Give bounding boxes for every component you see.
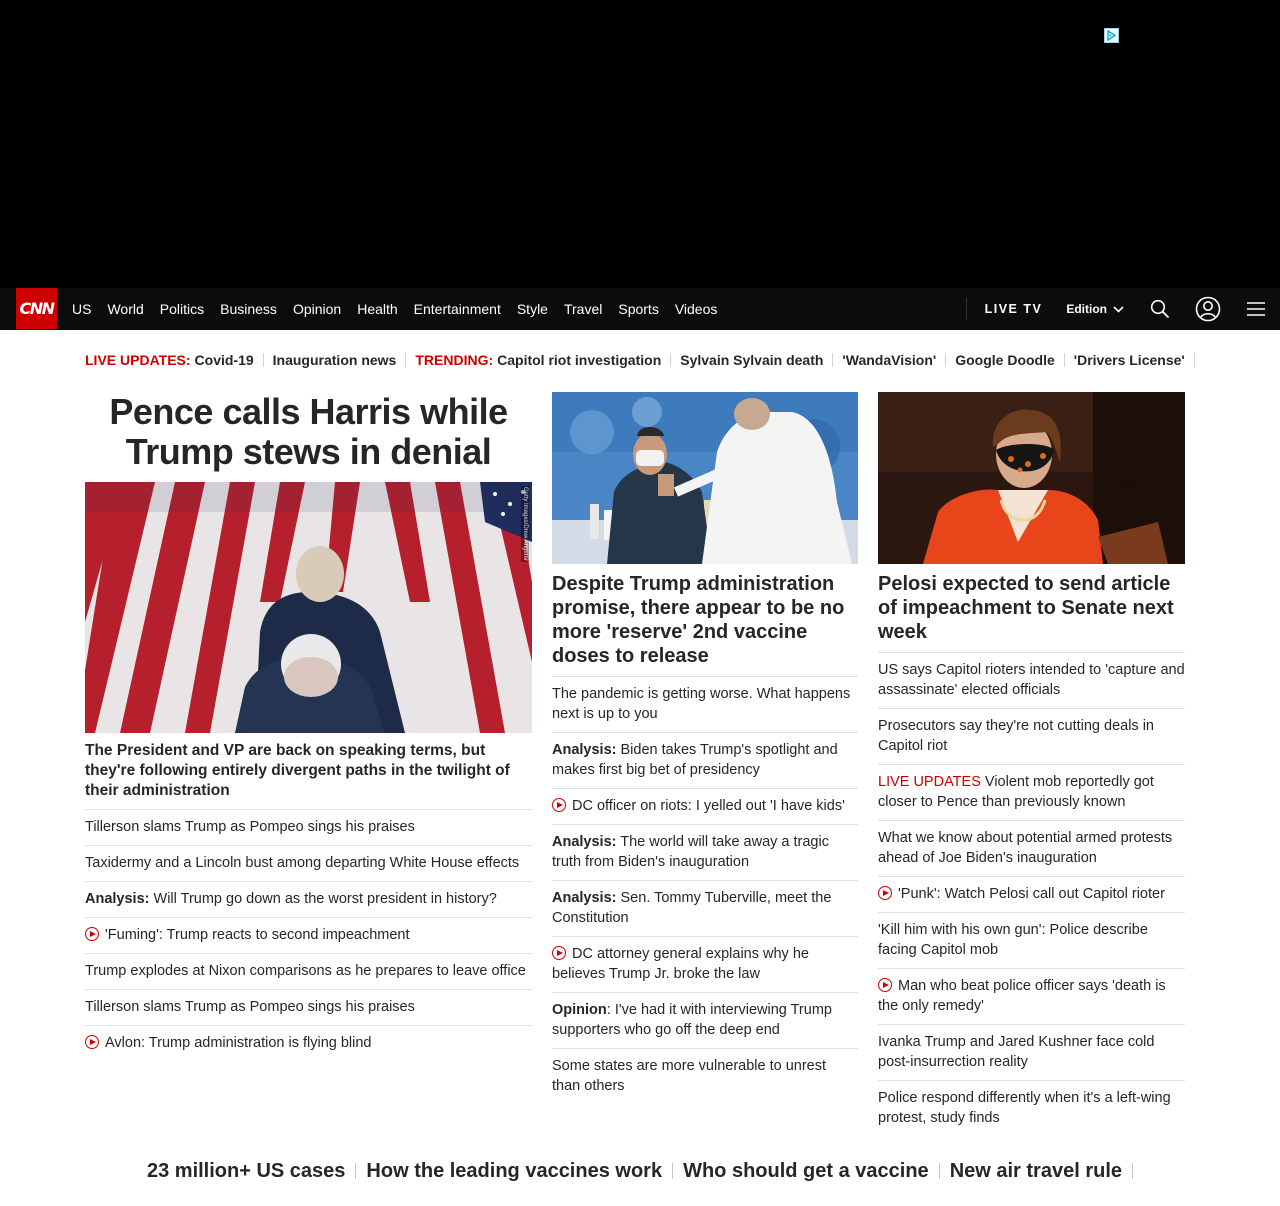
video-play-icon [85, 1035, 99, 1049]
chevron-down-icon [1113, 306, 1124, 313]
story-link[interactable] [552, 881, 858, 937]
edition-label: Edition [1066, 302, 1107, 316]
topic-link[interactable]: Who should get a vaccine [673, 1163, 940, 1179]
nav-right [966, 288, 1280, 330]
nav-link-health[interactable]: Health [357, 301, 398, 317]
story-link[interactable] [85, 810, 532, 846]
nav-link-opinion[interactable]: Opinion [292, 301, 342, 317]
trend-item[interactable]: Google Doodle [946, 353, 1065, 367]
lead-story-summary[interactable]: The President and VP are back on speaking terms, but they're following entirely divergent paths in the twilight of their administration [85, 733, 532, 810]
story-text: : I've had it with interviewing Trump supporters who go off the deep end [552, 1002, 832, 1038]
edition-dropdown[interactable] [1060, 302, 1136, 316]
column-vaccine [552, 392, 858, 1104]
story-link[interactable] [85, 990, 532, 1026]
story-link[interactable] [552, 733, 858, 789]
story-link[interactable] [878, 653, 1185, 709]
column-lead [85, 392, 532, 1061]
story-text: Avlon: Trump administration is flying blind [105, 1035, 372, 1051]
vaccine-photo[interactable] [552, 392, 858, 564]
topic-link[interactable]: 23 million+ US cases [147, 1163, 356, 1179]
trend-capitol-riot[interactable] [406, 353, 671, 367]
topic-link[interactable]: How the leading vaccines work [356, 1163, 673, 1179]
pelosi-photo[interactable] [878, 392, 1185, 564]
nav-link-world[interactable]: World [107, 301, 144, 317]
search-icon[interactable] [1136, 288, 1184, 330]
story-text: Biden takes Trump's spotlight and makes first big bet of presidency [552, 742, 838, 778]
story-list [878, 653, 1185, 1136]
trend-live-covid[interactable] [85, 353, 264, 367]
story-text: Sen. Tommy Tuberville, meet the Constitution [552, 890, 832, 926]
trend-item[interactable]: 'WandaVision' [833, 353, 946, 367]
story-text: 'Punk': Watch Pelosi call out Capitol rioter [898, 886, 1165, 902]
story-prefix: Opinion [552, 1002, 607, 1018]
story-link[interactable] [878, 913, 1185, 969]
nav-link-politics[interactable]: Politics [159, 301, 205, 317]
cnn-logo[interactable]: CNN [16, 288, 57, 329]
story-link[interactable] [878, 821, 1185, 877]
story-prefix: Analysis: [552, 742, 617, 758]
story-link[interactable] [85, 954, 532, 990]
story-link[interactable] [878, 877, 1185, 913]
story-text: Tillerson slams Trump as Pompeo sings his praises [85, 819, 415, 835]
top-nav [0, 288, 1280, 330]
video-play-icon [878, 886, 892, 900]
photo-credit: Getty Images/Drew Angerer [522, 487, 528, 562]
trend-item[interactable]: 'Drivers License' [1065, 353, 1195, 367]
live-updates-label: LIVE UPDATES: [85, 352, 191, 368]
impeachment-headline[interactable]: Pelosi expected to send article of impeachment to Senate next week [878, 564, 1185, 653]
lead-photo[interactable] [85, 482, 532, 733]
column-impeachment [878, 392, 1185, 1136]
trend-topic: Capitol riot investigation [497, 352, 662, 368]
live-tv-link[interactable]: LIVE TV [966, 298, 1061, 320]
story-link[interactable] [85, 918, 532, 954]
nav-link-business[interactable]: Business [220, 301, 277, 317]
video-play-icon [85, 927, 99, 941]
story-text: Man who beat police officer says 'death is the only remedy' [878, 978, 1166, 1014]
topic-link[interactable]: New air travel rule [940, 1163, 1133, 1179]
story-text: US says Capitol rioters intended to 'capture and assassinate' elected officials [878, 662, 1185, 698]
story-link[interactable] [85, 1026, 532, 1061]
story-link[interactable] [552, 789, 858, 825]
story-text: 'Fuming': Trump reacts to second impeachment [105, 927, 410, 943]
story-link[interactable] [552, 825, 858, 881]
account-icon[interactable] [1184, 288, 1232, 330]
nav-link-videos[interactable]: Videos [674, 301, 718, 317]
story-text: Prosecutors say they're not cutting deals in Capitol riot [878, 718, 1154, 754]
story-text: Police respond differently when it's a left-wing protest, study finds [878, 1090, 1171, 1126]
story-link[interactable] [552, 993, 858, 1049]
story-text: Will Trump go down as the worst president in history? [149, 891, 497, 907]
trending-label: TRENDING: [415, 352, 494, 368]
ad-banner[interactable] [0, 0, 1280, 288]
nav-link-entertainment[interactable]: Entertainment [413, 301, 501, 317]
story-list [85, 810, 532, 1061]
story-link[interactable] [552, 677, 858, 733]
story-text: DC attorney general explains why he believes Trump Jr. broke the law [552, 946, 809, 982]
adchoices-icon[interactable] [1104, 28, 1119, 43]
story-link[interactable] [878, 1025, 1185, 1081]
story-text: Tillerson slams Trump as Pompeo sings his praises [85, 999, 415, 1015]
menu-icon[interactable] [1232, 288, 1280, 330]
story-text: Trump explodes at Nixon comparisons as he prepares to leave office [85, 963, 526, 979]
live-updates-tag: LIVE UPDATES [878, 774, 981, 790]
story-text: 'Kill him with his own gun': Police describe facing Capitol mob [878, 922, 1148, 958]
story-prefix: Analysis: [552, 890, 617, 906]
story-text: Ivanka Trump and Jared Kushner face cold post-insurrection reality [878, 1034, 1155, 1070]
story-prefix: Analysis: [85, 891, 150, 907]
nav-link-style[interactable]: Style [516, 301, 548, 317]
story-link[interactable] [878, 969, 1185, 1025]
trend-topic: Covid-19 [194, 352, 254, 368]
topic-strip [0, 1156, 1280, 1186]
story-text: What we know about potential armed protests ahead of Joe Biden's inauguration [878, 830, 1173, 866]
trend-item[interactable]: Sylvain Sylvain death [671, 353, 833, 367]
nav-links [64, 288, 725, 330]
story-text: Some states are more vulnerable to unrest than others [552, 1058, 827, 1094]
story-text: Violent mob reportedly got closer to Pence than previously known [878, 774, 1154, 810]
vaccine-headline[interactable]: Despite Trump administration promise, there appear to be no more 'reserve' 2nd vaccine doses to release [552, 564, 858, 677]
story-link[interactable] [878, 709, 1185, 765]
story-text: DC officer on riots: I yelled out 'I have kids' [572, 798, 845, 814]
story-link[interactable] [878, 765, 1185, 821]
story-list [552, 677, 858, 1104]
story-text: The pandemic is getting worse. What happens next is up to you [552, 686, 851, 722]
story-text: The world will take away a tragic truth from Biden's inauguration [552, 834, 829, 870]
story-link[interactable] [85, 882, 532, 918]
lead-headline[interactable]: Pence calls Harris while Trump stews in denial [109, 391, 508, 472]
nav-link-travel[interactable]: Travel [563, 301, 603, 317]
story-link[interactable] [552, 1049, 858, 1104]
video-play-icon [552, 946, 566, 960]
nav-link-us[interactable]: US [72, 301, 92, 317]
trend-item[interactable]: Inauguration news [264, 353, 407, 367]
video-play-icon [552, 798, 566, 812]
nav-link-sports[interactable]: Sports [618, 301, 659, 317]
story-prefix: Analysis: [552, 834, 617, 850]
trending-bar [85, 349, 1195, 371]
video-play-icon [878, 978, 892, 992]
story-link[interactable] [85, 846, 532, 882]
story-text: Taxidermy and a Lincoln bust among departing White House effects [85, 855, 520, 871]
story-link[interactable] [878, 1081, 1185, 1136]
story-link[interactable] [552, 937, 858, 993]
